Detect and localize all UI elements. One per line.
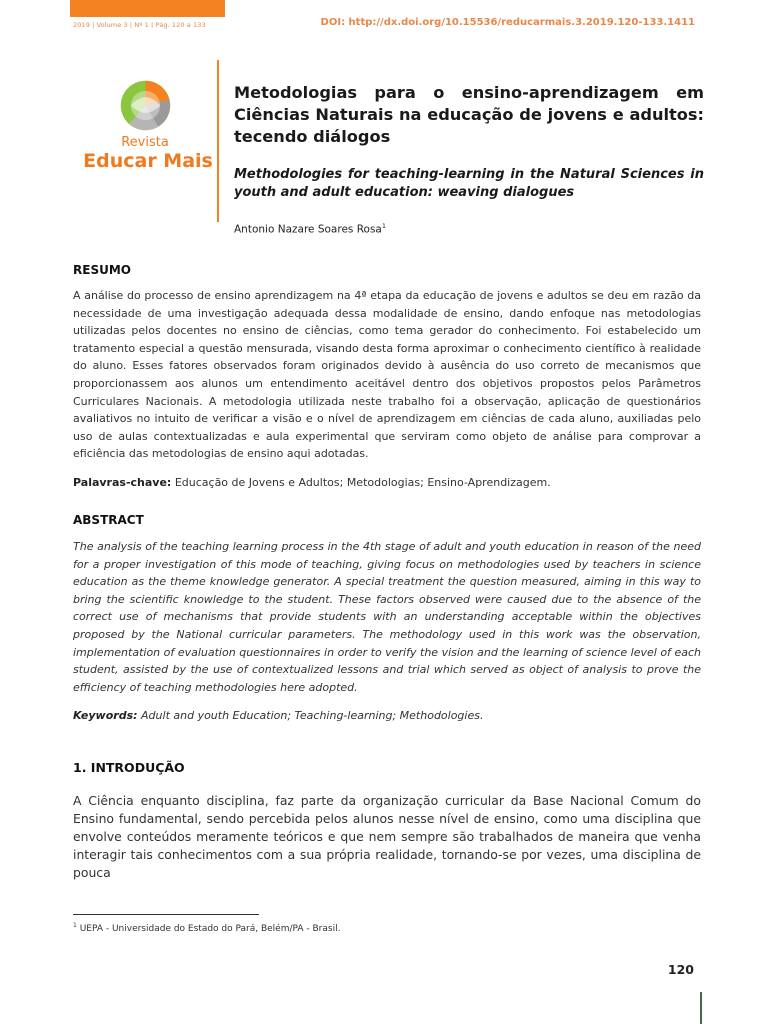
resumo-body: A análise do processo de ensino aprendizagem na 4ª etapa da educação de jovens e adultos se deu em razão da necessidade de uma investigação adequada dessa modalidade de ensino, dando enfoque nas metodologias utilizadas pelos docentes no ensino de ciências, como tema gerador do conhecimento. Foi estabelecido um tratamento especial a questão mensurada, visando desta forma aproximar o conhecimento científico à realidade do aluno. Esses fatores observados foram originados devido à ausência do uso correto de mecanismos que proporcionassem aos alunos um entendimento aceitável dentro dos objetivos propostos pelos Parâmetros Curriculares Nacionais. A metodologia utilizada neste trabalho foi a observação, aplicação de questionários avaliativos no intuito de verificar a visão e o nível de aprendizagem em ciências de cada aluno, auxiliadas pelo uso de aulas contextualizadas e aula experimental que serviram como objeto de análise para comprovar a eficiência das metodologias de ensino aqui adotadas. (73, 289, 701, 461)
footnote-divider (73, 914, 259, 915)
keywords-en-text: Adult and youth Education; Teaching-learning; Methodologies. (141, 709, 484, 722)
page-number: 120 (667, 962, 694, 977)
side-mark (700, 992, 702, 1024)
intro-body: A Ciência enquanto disciplina, faz parte da organização curricular da Base Nacional Comum do Ensino fundamental, sendo percebida pelos alunos nesse nível de ensino, como uma disciplina que envolve conteúdos meramente teóricos e que nem sempre são trabalhados de maneira que venha interagir tais conhecimentos com a sua própria realidade, tornando-se por vezes, uma disciplina de pouca (73, 793, 701, 880)
keywords-en-label: Keywords: (73, 709, 138, 722)
header-divider (217, 60, 219, 222)
abstract-body: The analysis of the teaching learning process in the 4th stage of adult and youth education in reason of the need for a proper investigation of this mode of teaching, giving focus on methodologies used by teachers in science education as the theme knowledge generator. A special treatment the question measured, aiming in this way to bring the scientific knowledge to the student. These factors observed were caused due to the absence of the correct use of mechanisms that provide students with an understanding acceptable within the objectives proposed by the National curricular parameters. The methodology used in this work was the observation, implementation of evaluation questionnaires in order to verify the vision and the learning of science level of each student, assisted by the use of contextualized lessons and trial which served as object of analysis to prove the efficiency of teaching methodologies here adopted. (73, 540, 701, 694)
logo-revista-text: Revista (121, 135, 169, 150)
keywords-pt-text: Educação de Jovens e Adultos; Metodologias; Ensino-Aprendizagem. (174, 476, 551, 489)
keywords-en (73, 707, 701, 724)
footnote (73, 922, 340, 934)
journal-logo-icon (118, 78, 173, 133)
author-name: Antonio Nazare Soares Rosa$^1$ (234, 222, 387, 236)
footnote-text: UEPA - Universidade do Estado do Pará, Belém/PA - Brasil. (79, 924, 341, 934)
article-title-en: Methodologies for teaching-learning in the Natural Sciences in youth and adult education: weaving dialogues (234, 167, 704, 200)
resumo-heading: RESUMO (73, 263, 131, 277)
header-accent-bar (70, 0, 225, 17)
doi-link[interactable]: DOI: http://dx.doi.org/10.15536/reducarmais.3.2019.120-133.1411 (320, 17, 695, 28)
logo-educar-mais-text: Educar Mais (83, 150, 213, 172)
intro-heading: 1. INTRODUÇÃO (73, 760, 185, 775)
author-footnote-ref: 1 (381, 222, 387, 230)
article-title-pt: Metodologias para o ensino-aprendizagem em Ciências Naturais na educação de jovens e adultos: tecendo diálogos (234, 83, 704, 146)
keywords-pt (73, 474, 701, 491)
abstract-heading: ABSTRACT (73, 513, 144, 527)
issue-info: 2019 | Volume 3 | Nº 1 | Pág. 120 a 133 (73, 21, 206, 29)
footnote-marker: 1 (73, 922, 77, 929)
keywords-pt-label: Palavras-chave: (73, 476, 172, 489)
